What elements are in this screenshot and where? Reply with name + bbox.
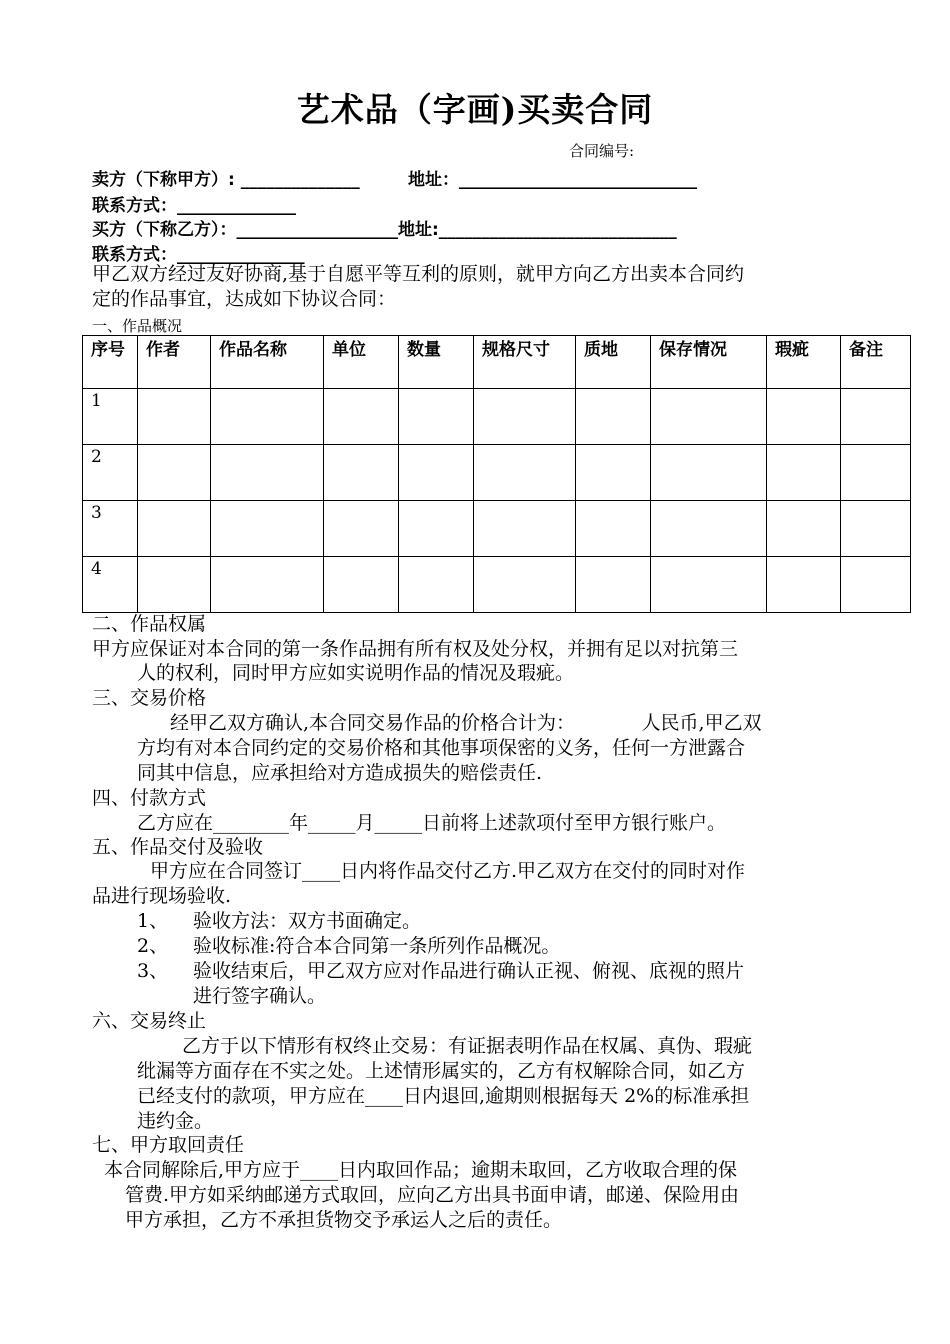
header-cell: 规格尺寸	[474, 336, 576, 389]
header-cell: 单位	[324, 336, 399, 389]
list-item: 验收标准:符合本合同第一条所列作品概况。	[193, 935, 561, 957]
section-5-line-1: 甲方应在合同签订____日内将作品交付乙方.甲乙双方在交付的同时对作	[150, 860, 746, 882]
header-cell: 作品名称	[211, 336, 324, 389]
section-6-line-3: 已经支付的款项，甲方应在____日内退回,逾期则根据每天 2%的标准承担	[137, 1085, 750, 1107]
seller-address: 地址：____________________________	[408, 170, 697, 190]
section-6-line-1: 乙方于以下情形有权终止交易：有证据表明作品在权属、真伪、瑕疵	[182, 1035, 753, 1057]
contract-number-label: 合同编号:	[569, 142, 635, 160]
page-title: 艺术品（字画)买卖合同	[296, 90, 654, 129]
section-3-line-1: 经甲乙双方确认,本合同交易作品的价格合计为： 人民币,甲乙双	[170, 712, 762, 734]
table-row	[83, 445, 911, 501]
section-4-heading: 四、付款方式	[92, 787, 207, 809]
row-number: 4	[83, 557, 138, 613]
buyer-line: 买方（下称乙方）：___________________地址:____________________________	[92, 220, 677, 240]
header-cell: 作者	[138, 336, 211, 389]
list-item: 验收方法：双方书面确定。	[193, 910, 422, 932]
section-3-line-3: 同其中信息，应承担给对方造成损失的赔偿责任.	[137, 762, 543, 784]
table-row	[83, 389, 911, 445]
buyer-contact: 联系方式：_______________	[92, 245, 305, 265]
section-7-line-1: 本合同解除后,甲方应于____日内取回作品；逾期未取回，乙方收取合理的保	[104, 1159, 738, 1181]
section-3-line-2: 方均有对本合同约定的交易价格和其他事项保密的义务，任何一方泄露合	[137, 737, 746, 759]
list-item: 验收结束后，甲乙双方应对作品进行确认正视、俯视、底视的照片	[193, 960, 745, 982]
table-row	[83, 501, 911, 557]
section-7-line-3: 甲方承担，乙方不承担货物交予承运人之后的责任。	[125, 1209, 563, 1231]
section-7-heading: 七、甲方取回责任	[92, 1134, 245, 1156]
section-6-heading: 六、交易终止	[92, 1010, 207, 1032]
artwork-table	[82, 335, 911, 613]
table-row	[83, 557, 911, 613]
section-6-line-2: 纰漏等方面存在不实之处。上述情形属实的，乙方有权解除合同，如乙方	[137, 1060, 746, 1082]
header-cell: 质地	[576, 336, 651, 389]
row-number: 3	[83, 501, 138, 557]
row-number: 2	[83, 445, 138, 501]
seller-line: 卖方（下称甲方）: ______________	[92, 170, 360, 190]
header-cell: 序号	[83, 336, 138, 389]
list-item-number: 1、	[137, 910, 169, 932]
intro-line-2: 定的作品事宜，达成如下协议合同：	[92, 288, 397, 310]
header-cell: 备注	[841, 336, 911, 389]
section-2-heading: 二、作品权属	[92, 613, 207, 635]
section-5-heading: 五、作品交付及验收	[92, 836, 264, 858]
header-cell: 保存情况	[651, 336, 767, 389]
header-cell: 数量	[399, 336, 474, 389]
section-6-line-4: 违约金。	[137, 1110, 214, 1132]
section-7-line-2: 管费.甲方如采纳邮递方式取回，应向乙方出具书面申请，邮递、保险用由	[125, 1184, 740, 1206]
section-1-heading: 一、作品概况	[92, 317, 183, 335]
header-cell: 瑕疵	[767, 336, 841, 389]
seller-contact: 联系方式：______________	[92, 196, 296, 216]
list-item-number: 3、	[137, 960, 169, 982]
intro-line-1: 甲乙双方经过友好协商,基于自愿平等互利的原则，就甲方向乙方出卖本合同约	[92, 263, 745, 285]
section-3-heading: 三、交易价格	[92, 687, 207, 709]
section-2-line-1: 甲方应保证对本合同的第一条作品拥有所有权及处分权，并拥有足以对抗第三	[92, 638, 739, 660]
section-4-line-1: 乙方应在________年_____月_____日前将上述款项付至甲方银行账户。	[137, 812, 727, 834]
list-item-continuation: 进行签字确认。	[193, 985, 327, 1007]
table-header-row	[83, 336, 911, 389]
list-item-number: 2、	[137, 935, 169, 957]
row-number: 1	[83, 389, 138, 445]
section-5-line-2: 品进行现场验收.	[92, 885, 232, 907]
section-2-line-2: 人的权利，同时甲方应如实说明作品的情况及瑕疵。	[137, 662, 575, 684]
